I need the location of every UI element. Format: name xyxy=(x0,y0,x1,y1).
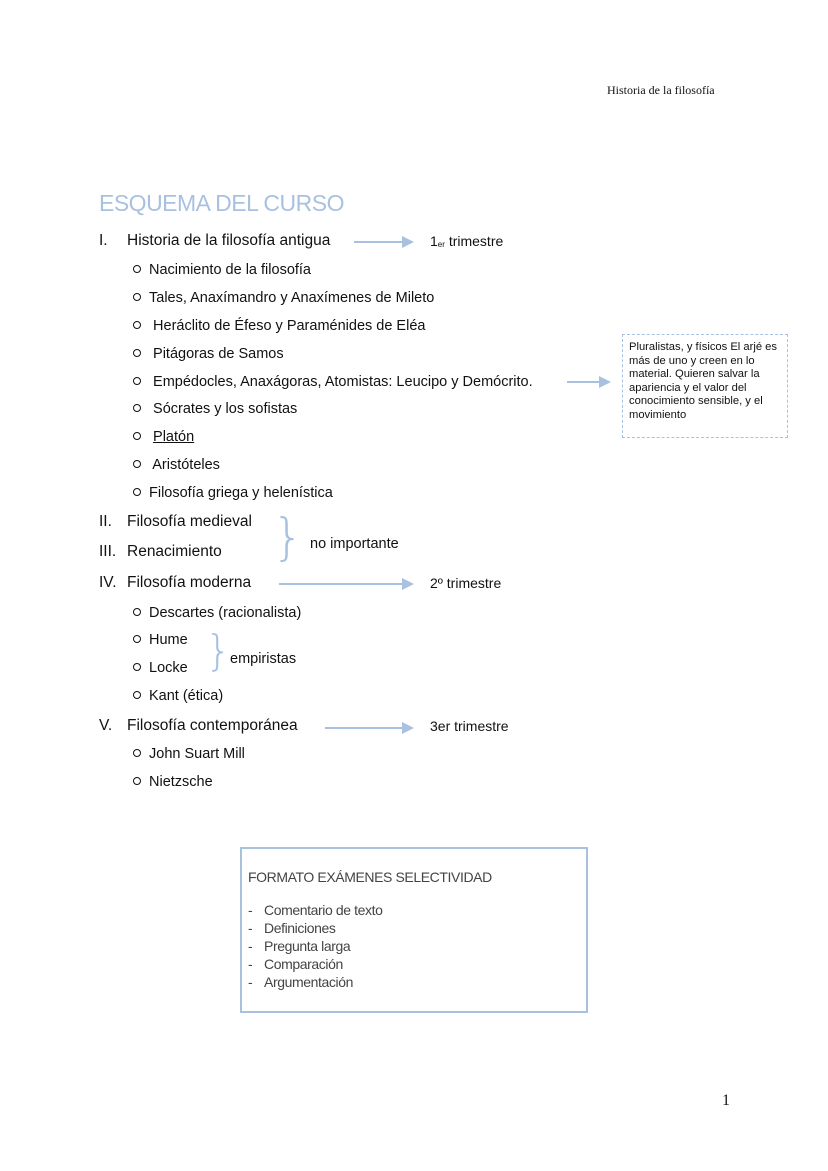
arrow-icon xyxy=(567,381,609,383)
list-item: John Suart Mill xyxy=(133,746,245,762)
list-item: - Argumentación xyxy=(248,974,353,990)
section-heading: Renacimiento xyxy=(127,543,222,560)
section-heading: Filosofía medieval xyxy=(127,513,252,530)
section-heading: Filosofía contemporánea xyxy=(127,717,298,734)
bullet-icon xyxy=(133,377,141,385)
bullet-icon xyxy=(133,321,141,329)
list-item: Empédocles, Anaxágoras, Atomistas: Leucipo y Demócrito. xyxy=(133,374,533,390)
bullet-icon xyxy=(133,460,141,468)
bullet-icon xyxy=(133,488,141,496)
section-number: I. xyxy=(99,232,108,249)
bullet-icon xyxy=(133,777,141,785)
running-header: Historia de la filosofía xyxy=(607,83,715,97)
list-item: Hume xyxy=(133,632,188,648)
list-item: - Comparación xyxy=(248,956,343,972)
list-item: Kant (ética) xyxy=(133,688,223,704)
list-item: Tales, Anaxímandro y Anaxímenes de Mileto xyxy=(133,290,434,306)
list-item: Filosofía griega y helenística xyxy=(133,485,333,501)
list-item: - Definiciones xyxy=(248,920,336,936)
list-item: - Comentario de texto xyxy=(248,902,383,918)
section-heading: Historia de la filosofía antigua xyxy=(127,232,331,249)
side-note-box: Pluralistas, y físicos El arjé es más de uno y creen en lo material. Quieren salvar la apariencia y el valor del conocimiento sensible, y el movimiento xyxy=(622,334,788,438)
arrow-icon xyxy=(279,583,412,585)
bullet-icon xyxy=(133,691,141,699)
section-number: V. xyxy=(99,717,113,734)
bullet-icon xyxy=(133,293,141,301)
term-note: 2º trimestre xyxy=(430,575,502,591)
bullet-icon xyxy=(133,432,141,440)
list-item: Nacimiento de la filosofía xyxy=(133,262,311,278)
list-item: Heráclito de Éfeso y Paraménides de Eléa xyxy=(133,318,425,334)
section-number: III. xyxy=(99,543,117,560)
bullet-icon xyxy=(133,749,141,757)
arrow-icon xyxy=(325,727,412,729)
brace-icon: } xyxy=(272,508,304,566)
section-number: II. xyxy=(99,513,112,530)
list-item: Descartes (racionalista) xyxy=(133,605,301,621)
exam-format-box xyxy=(240,847,588,1013)
exam-box-title: FORMATO EXÁMENES SELECTIVIDAD xyxy=(248,869,492,885)
list-item: Aristóteles xyxy=(133,457,220,473)
section-heading: Filosofía moderna xyxy=(127,574,252,591)
bullet-icon xyxy=(133,349,141,357)
bullet-icon xyxy=(133,404,141,412)
bullet-icon xyxy=(133,635,141,643)
arrow-icon xyxy=(354,241,412,243)
section-number: IV. xyxy=(99,574,117,591)
list-item: Sócrates y los sofistas xyxy=(133,401,297,417)
bullet-icon xyxy=(133,608,141,616)
page-title: ESQUEMA DEL CURSO xyxy=(99,190,344,216)
page-number: 1 xyxy=(722,1092,730,1109)
term-note: $1_{er}$ trimestre xyxy=(430,233,504,249)
list-item: Nietzsche xyxy=(133,774,213,790)
list-item: Platón xyxy=(133,429,194,445)
brace-icon: } xyxy=(205,626,232,675)
bullet-icon xyxy=(133,663,141,671)
list-item: - Pregunta larga xyxy=(248,938,351,954)
term-note: 3er trimestre xyxy=(430,718,509,734)
list-item: Locke xyxy=(133,660,188,676)
list-item: Pitágoras de Samos xyxy=(133,346,284,362)
brace-note: no importante xyxy=(310,536,399,552)
brace-note: empiristas xyxy=(230,651,297,667)
bullet-icon xyxy=(133,265,141,273)
